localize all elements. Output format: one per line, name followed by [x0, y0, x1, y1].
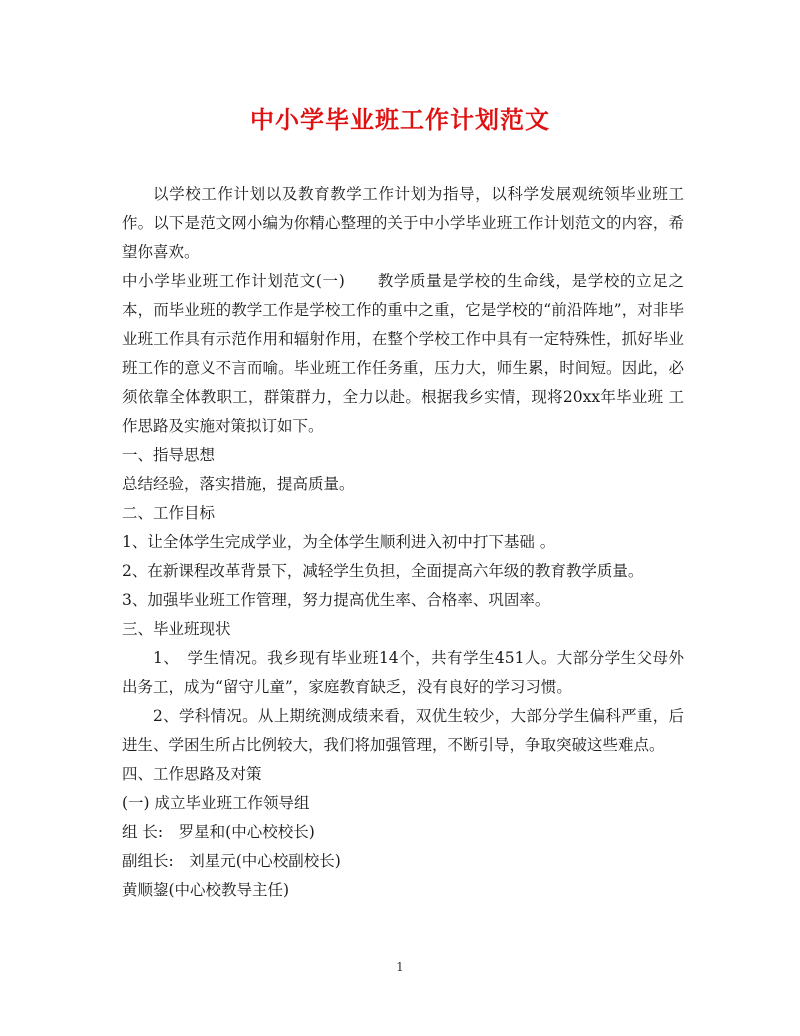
- deputy-leader-row: 副组长: 刘星元(中心校副校长): [122, 852, 341, 870]
- paragraph-section-one: 中小学毕业班工作计划范文(一) 教学质量是学校的生命线，是学校的立足之本，而毕业班的教学工作是学校工作的重中之重，它是学校的“前沿阵地”，对非毕业班工作具有示范作用和辐射作用，在整个学校工作中具有一定特殊性，抓好毕业班工作的意义不言而喻。毕业班工作任务重，压力大，师生累，时间短。因此，必须依靠全体教职工，群策群力，全力以赴。根据我乡实情，现将20xx年毕业班 工作思路及实施对策拟订如下。: [122, 272, 684, 435]
- intro-paragraph: 以学校工作计划以及教育教学工作计划为指导，以科学发展观统领毕业班工作。以下是范文网小编为你精心整理的关于中小学毕业班工作计划范文的内容，希望你喜欢。: [122, 185, 684, 261]
- goal-item-3: 3、加强毕业班工作管理，努力提高优生率、合格率、巩固率。: [122, 591, 551, 609]
- leader-row: 组 长: 罗星和(中心校校长): [122, 823, 315, 841]
- goal-item-1: 1、让全体学生完成学业，为全体学生顺利进入初中打下基础 。: [122, 533, 556, 551]
- heading-guiding-ideology: 一、指导思想: [122, 446, 216, 464]
- document-title: 中小学毕业班工作计划范文: [250, 105, 550, 134]
- status-subjects-paragraph: 2、学科情况。从上期统测成绩来看，双优生较少，大部分学生偏科严重，后进生、学困生所占比例较大，我们将加强管理，不断引导，争取突破这些难点。: [122, 707, 684, 754]
- page-number: 1: [396, 960, 404, 974]
- subheading-leadership-group: (一) 成立毕业班工作领导组: [122, 794, 310, 812]
- heading-current-status: 三、毕业班现状: [122, 620, 231, 638]
- status-students-paragraph: 1、 学生情况。我乡现有毕业班14个，共有学生451人。大部分学生父母外出务工，成为“留守儿童”，家庭教育缺乏，没有良好的学习习惯。: [122, 649, 684, 696]
- goal-item-2: 2、在新课程改革背景下，减轻学生负担，全面提高六年级的教育教学质量。: [122, 562, 644, 580]
- text-summary: 总结经验，落实措施，提高质量。: [122, 475, 355, 493]
- heading-work-approach: 四、工作思路及对策: [122, 765, 262, 783]
- document-body: [122, 180, 684, 905]
- heading-work-goals: 二、工作目标: [122, 504, 216, 522]
- member-row: 黄顺鋆(中心校教导主任): [122, 881, 290, 899]
